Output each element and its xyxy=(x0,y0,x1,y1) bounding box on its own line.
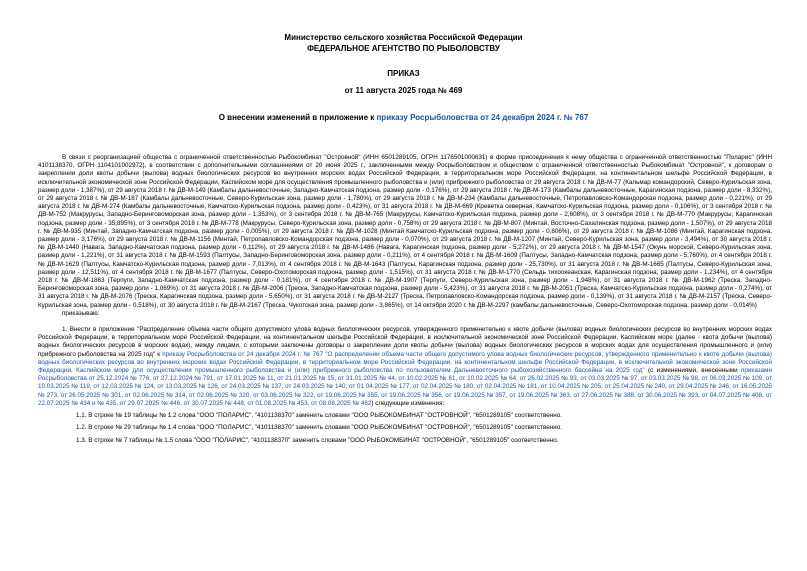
intro-paragraph: В связи с реорганизацией общества с ограниченной ответственностью Рыбокомбинат "Островной" (ИНН 6501289105, ОГРН 1176501000631) в форме присоединения к нему общества с ограниченной ответственностью "Поларис" (ИНН 4101138370, ОГРН 1104101002972), в соответствии с дополнительными соглашениями от 20 июня 2025 г., заключенными между Росрыболовством и обществом с ограниченной ответственностью Рыбокомбинат "Островной", к договорам о закреплении доли квоты добычи (вылова) водных биологических ресурсов во внутренних морских водах Российской Федерации, в территориальном море Российской Федерации, на континентальном шельфе Российской Федерации, в исключительной экономической зоне Российской Федерации, Каспийском море для осуществления промышленного рыболовства и (или) прибрежного рыболовства от 29 августа 2018 г. № ДВ-М-77 (Кальмар командорский, Северо-Курильская зона, размер доли - 1,387%), от 29 августа 2018 г. № ДВ-М-149 (Камбалы дальневосточные, Западно-Камчатская подзона, размер доли - 0,176%), от 29 августа 2018 г. № ДВ-М-173 (Камбалы дальневосточные, Карагинская подзона, размер доли - 8,332%), от 29 августа 2018 г. № ДВ-М-187 (Камбалы дальневосточные, Северо-Курильская зона, размер доли - 1,780%), от 29 августа 2018 г. № ДВ-М-234 (Камбалы дальневосточные, Петропавловско-Командорская подзона, размер доли - 0,221%), от 29 августа 2018 г. № ДВ-М-274 (Камбалы дальневосточные, Камчатско-Курильская подзона, размер доли - 0,423%), от 31 августа 2018 г. № ДВ-М-669 (Креветка северная, Камчатско-Курильская подзона, размер доли - 0,106%), от 3 сентября 2018 г. № ДВ-М-752 (Макрурусы, Западно-Беринговоморская зона, размер доли - 1,353%), от 3 сентября 2018 г. № ДВ-М-765 (Макрурусы, Камчатско-Курильская подзона, размер доли - 2,608%), от 3 сентября 2018 г. № ДВ-М-770 (Макрурусы, Карагинская подзона, размер доли - 35,895%), от 3 сентября 2018 г. № ДВ-М-778 (Макрурусы, Северо-Курильская зона, размер доли - 0,758%) от 29 августа 2018 г. № ДВ-М-807 (Минтай, Восточно-Сахалинская подзона, размер доли - 1,507%), от 29 августа 2018 г. № ДВ-М-935 (Минтай, Западно-Камчатская подзона, размер доли - 0,005%), от 29 августа 2018 г. № ДВ-М-1028 (Минтай Камчатско-Курильская подзона, размер доли - 0,806%), от 29 августа 2018 г. № ДВ-М-1086 (Минтай, Карагинская подзона, размер доли - 3,176%), от 29 августа 2018 г. № ДВ-М-1156 (Минтай, Петропавловско-Командорская подзона, размер доли - 0,070%), от 29 августа 2018 г. № ДВ-М-1207 (Минтай, Северо-Курильская зона, размер доли - 3,494%), от 30 августа 2018 г. № ДВ-М-1440 (Навага, Западно-Камчатская подзона, размер доли - 0,112%), от 29 августа 2018 г. № ДВ-М-1486 (Навага, Карагинская подзона, размер доли - 5,272%), от 29 августа 2018 г. № ДВ-М-1547 (Окунь морской, Северо-Курильская зона, размер доли - 1,221%), от 31 августа 2018 г. № ДВ-М-1593 (Палтусы, Западно-Беринговоморская зона, размер доли - 0,211%), от 4 сентября 2018 г. № ДВ-М-1609 (Палтусы, Западно-Камчатская подзона, размер доли - 5,760%), от 4 сентября 2018 г. № ДВ-М-1629 (Палтусы, Камчатско-Курильская подзона, размер доли - 7,013%), от 4 сентября 2018 г. № ДВ-М-1643 (Палтусы, Карагинская подзона, размер доли - 25,730%), от 31 августа 2018 г. № ДВ-М-1665 (Палтусы, Северо-Курильская зона, размер доли - 12,511%), от 4 сентября 2018 г. № ДВ-М-1677 (Палтусы, Северо-Охотоморская подзона, размер доли - 1,515%), от 31 августа 2018 г. № ДВ-М-1770 (Сельдь тихоокеанская, Карагинская подзона, размер доли - 1,234%), от 4 сентября 2018 г. № ДВ-М-1863 (Терпуги, Западно-Камчатская подзона, размер доли - 0,181%), от 4 сентября 2018 г. № ДВ-М-1907 (Терпуги, Северо-Курильская зона, размер доли - 1,948%), от 31 августа 2018 г. № ДВ-М-1962 (Треска, Западно-Беринговоморская зона, размер доли - 1,069%), от 31 августа 2018 г. № ДВ-М-2006 (Треска, Западно-Камчатская подзона, размер доли - 5,423%), от 31 августа 2018 г. № ДВ-М-2051 (Треска, Камчатско-Курильская подзона, размер доли - 0,274%), от 31 августа 2018 г. № ДВ-М-2076 (Треска, Карагинская подзона, размер доли - 5,650%), от 31 августа 2018 г. № ДВ-М-2127 (Треска, Петропавловско-Командорская подзона, размер доли - 0,139%), от 31 августа 2018 г. № ДВ-М-2157 (Треска, Северо-Курильская зона, размер доли - 0,518%), от 30 августа 2018 г. № ДВ-М-2167 (Треска, Чукотская зона, размер доли - 3,865%), от 14 октября 2020 г. № ДВ-М-2297 (камбалы дальневосточные, Северо-Охотоморская подзона, размер доли - 0,014%) xyxy=(38,154,772,309)
order-word: приказываю: xyxy=(62,309,100,317)
clause-1-text-c: ) следующие изменения: xyxy=(371,399,445,407)
clause-1-1: 1.1. В строке № 19 таблицы № 1.2 слова "ООО "ПОЛАРИС", "4101138370" заменить словами "ООО РЫБОКОМБИНАТ "ОСТРОВНОЙ", "6501289105" соответственно. xyxy=(76,412,562,420)
agency-name: ФЕДЕРАЛЬНОЕ АГЕНТСТВО ПО РЫБОЛОВСТВУ xyxy=(307,44,500,53)
document-subject xyxy=(0,112,807,123)
clause-1-3: 1.3. В строке № 7 таблицы № 1.5 слова "ООО "ПОЛАРИС", "4101138370" заменить словами "ООО РЫБОКОМБИНАТ "ОСТРОВНОЙ", "6501289105" соответственно. xyxy=(76,436,559,444)
clause-1-text-b: (с изменениями, внесенными xyxy=(644,367,741,375)
document-body xyxy=(38,154,772,445)
clause-1 xyxy=(38,326,772,408)
referenced-order-link[interactable]: приказу Росрыболовства от 24 декабря 2024 г. № 767 "О распределении объема части общего допустимого улова водных биологических ресурсов, утвержденного применительно к квоте добычи (вылова) водных биологических ресурсов во внутренних морских водах Российской Федерации, в территориальном море Российской Федерации, на континентальном шельфе Российской Федерации, в исключительной экономической зоне Российской Федерации, Каспийском море для осуществления промышленного рыболовства и (или) прибрежного рыболовства по пользователям Дальневосточного рыбохозяйственного бассейна на 2025 год" xyxy=(38,350,772,375)
ministry-name: Министерство сельского хозяйства Российской Федерации xyxy=(284,33,523,42)
document-date-number: от 11 августа 2025 года № 469 xyxy=(344,86,463,95)
clause-1-2: 1.2. В строке № 29 таблицы № 1.4 слова "ООО "ПОЛАРИС", "4101138370" заменить словами "ООО РЫБОКОМБИНАТ "ОСТРОВНОЙ", "6501289105" соответственно. xyxy=(76,424,562,432)
amendments-link[interactable]: приказами Росрыболовства от 25.12.2024 № 776, от 27.12.2024 № 791, от 17.01.2025 № 11, от 21.01.2025 № 15, от 31.01.2025 № 44, от 10.02.2025 № 61, от 10.02.2025 № 64, от 26.02.2025 № 93, от 03.03.2025 № 97, от 03.03.2025 № 98, от 06.03.2025 № 109, от 10.03.2025 № 119, от 12.03.2025 № 124, от 13.03.2025 № 126, от 24.03.2025 № 137, от 24.03.2025 № 140, от 01.04.2025 № 177, от 02.04.2025 № 180, от 02.04.2025 № 181, от 10.04.2025 № 205, от 25.04.2025 № 240, от 29.04.2025 № 246, от 16.05.2025 № 273, от 26.05.2025 № 301, от 02.06.2025 № 314, от 02.06.2025 № 320, от 03.06.2025 № 322, от 19.06.2025 № 355, от 19.06.2025 № 356, от 19.06.2025 № 357, от 19.06.2025 № 363, от 27.06.2025 № 388, от 30.06.2025 № 393, от 04.07.2025 № 408, от 22.07.2025 № 434 и № 435, от 29.07.2025 № 446, от 30.07.2025 № 448, от 01.08.2025 № 453, от 08.08.2025 № 462 xyxy=(38,367,772,407)
subject-prefix: О внесении изменений в приложение к xyxy=(218,113,377,122)
clause-1-text-a: 1. Внести в приложение "Распределение объема части общего допустимого улова водных биологических ресурсов, утвержденного применительно к квоте добычи (вылова) водных биологических ресурсов во внутренних морских водах Российской Федерации, в территориальном море Российской Федерации, на континентальном шельфе Российской Федерации, в исключительной экономической зоне Российской Федерации, Каспийском море (далее - квота добычи (вылова) водных биологических ресурсов в морских водах), между лицами, с которыми заключены договоры о закреплении доли квоты добычи (вылова) водных биологических ресурсов в морских водах для осуществления промышленного и (или) прибрежного рыболовства на 2025 год" к xyxy=(38,326,772,358)
subject-order-link[interactable]: приказу Росрыболовства от 24 декабря 2024 г. № 767 xyxy=(376,113,589,122)
document-type: ПРИКАЗ xyxy=(387,69,420,78)
